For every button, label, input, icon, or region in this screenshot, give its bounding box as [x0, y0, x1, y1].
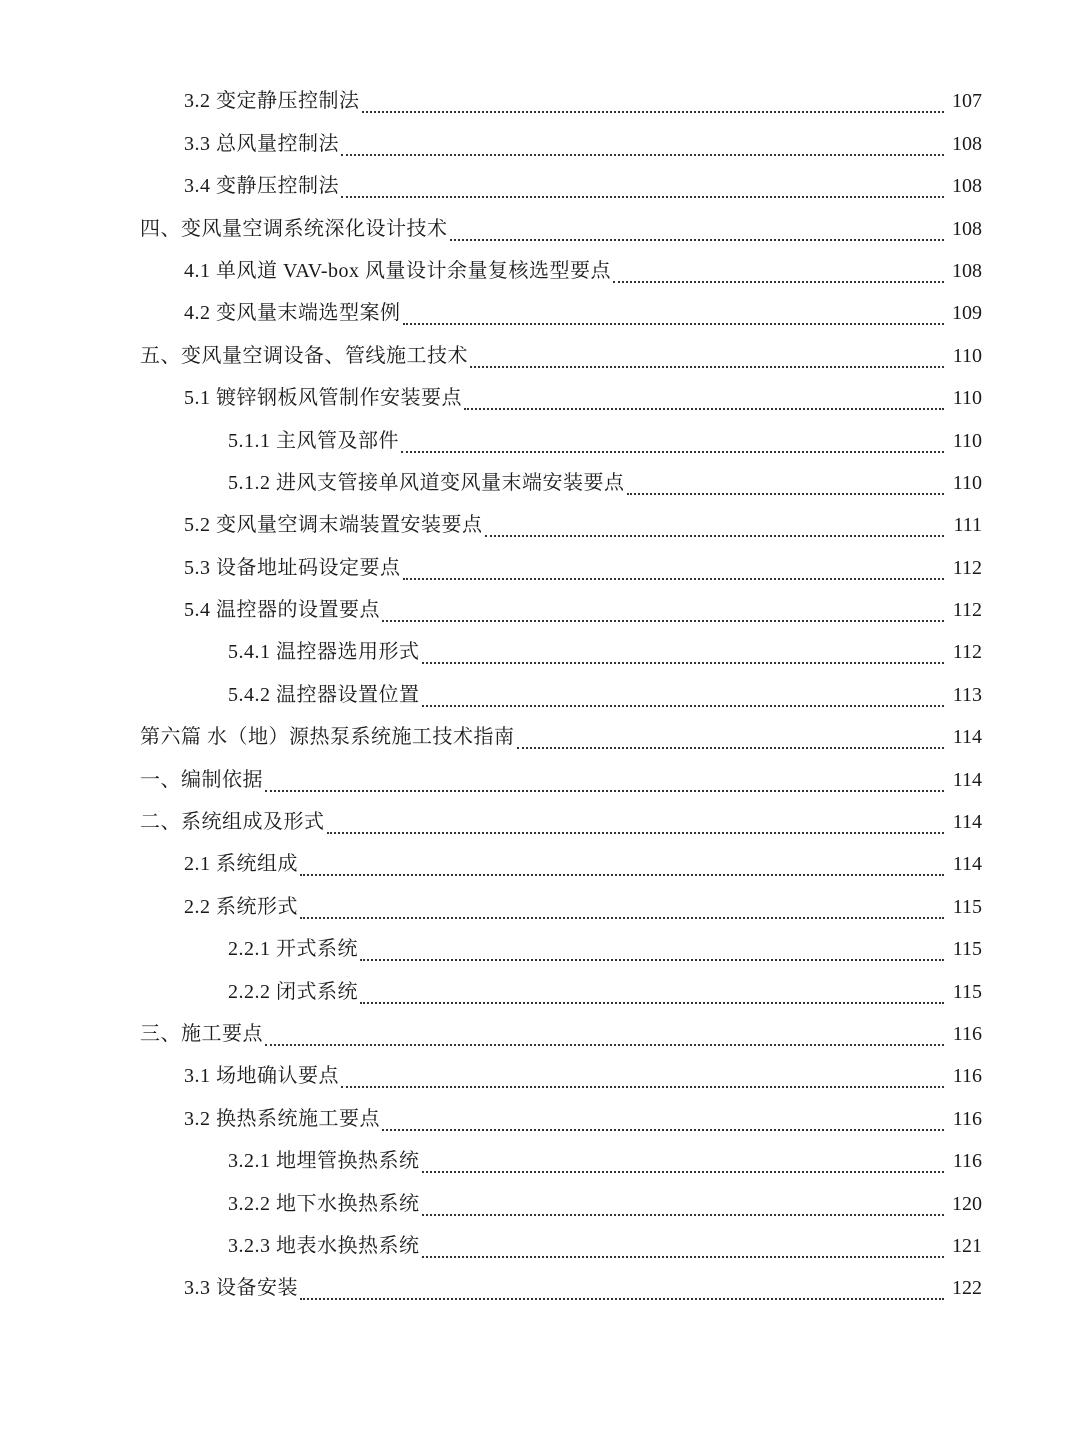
toc-entry[interactable]	[140, 334, 982, 376]
toc-entry-title: 第六篇 水（地）源热泵系统施工技术指南	[140, 726, 515, 749]
dot-leader	[382, 619, 944, 622]
toc-entry-page-number: 108	[952, 217, 982, 240]
toc-entry-page-number: 114	[952, 726, 982, 749]
toc-entry[interactable]	[140, 716, 982, 758]
toc-entry-title: 5.1.2 进风支管接单风道变风量末端安装要点	[228, 471, 625, 494]
toc-entry-page-number: 112	[952, 641, 982, 664]
toc-entry-title: 3.1 场地确认要点	[184, 1065, 339, 1088]
toc-entry-title: 三、施工要点	[140, 1022, 263, 1045]
dot-leader	[464, 407, 944, 410]
toc-entry-page-number: 114	[952, 811, 982, 834]
toc-entry-title: 2.2 系统形式	[184, 895, 298, 918]
toc-entry[interactable]	[140, 758, 982, 800]
toc-entry-page-number: 110	[952, 471, 982, 494]
toc-entry[interactable]	[140, 1225, 982, 1267]
toc-entry[interactable]	[140, 165, 982, 207]
toc-entry[interactable]	[140, 1097, 982, 1139]
toc-entry-title: 5.3 设备地址码设定要点	[184, 556, 401, 579]
toc-entry-page-number: 111	[953, 514, 982, 537]
toc-entry-title: 5.4.1 温控器选用形式	[228, 641, 420, 664]
toc-entry-title: 四、变风量空调系统深化设计技术	[140, 217, 448, 240]
toc-entry-title: 5.4 温控器的设置要点	[184, 599, 380, 622]
toc-entry-page-number: 109	[952, 302, 982, 325]
toc-entry-page-number: 120	[952, 1192, 982, 1215]
toc-entry-page-number: 114	[952, 768, 982, 791]
toc-entry-title: 4.1 单风道 VAV-box 风量设计余量复核选型要点	[184, 259, 611, 282]
dot-leader	[422, 704, 945, 707]
toc-entry-title: 五、变风量空调设备、管线施工技术	[140, 344, 468, 367]
dot-leader	[360, 1001, 944, 1004]
toc-entry[interactable]	[140, 419, 982, 461]
toc-entry[interactable]	[140, 122, 982, 164]
toc-entry-title: 5.4.2 温控器设置位置	[228, 683, 420, 706]
toc-entry[interactable]	[140, 928, 982, 970]
toc-entry-title: 4.2 变风量末端选型案例	[184, 302, 401, 325]
toc-entry-title: 3.4 变静压控制法	[184, 175, 339, 198]
toc-entry-title: 二、系统组成及形式	[140, 811, 325, 834]
toc-entry-page-number: 115	[952, 895, 982, 918]
toc-entry-page-number: 107	[952, 90, 982, 113]
dot-leader	[300, 873, 944, 876]
toc-entry-title: 3.3 总风量控制法	[184, 132, 339, 155]
toc-entry[interactable]	[140, 504, 982, 546]
dot-leader	[341, 1085, 944, 1088]
toc-entry[interactable]	[140, 1013, 982, 1055]
dot-leader	[517, 746, 945, 749]
toc-entry-page-number: 115	[952, 938, 982, 961]
toc-entry-page-number: 114	[952, 853, 982, 876]
toc-entry[interactable]	[140, 1267, 982, 1309]
table-of-contents	[140, 80, 982, 1309]
toc-entry[interactable]	[140, 1182, 982, 1224]
dot-leader	[362, 110, 945, 113]
dot-leader	[300, 1297, 944, 1300]
dot-leader	[422, 661, 945, 664]
dot-leader	[422, 1213, 945, 1216]
toc-entry[interactable]	[140, 292, 982, 334]
toc-entry[interactable]	[140, 801, 982, 843]
toc-entry-title: 2.1 系统组成	[184, 853, 298, 876]
dot-leader	[485, 534, 945, 537]
toc-entry-page-number: 108	[952, 132, 982, 155]
toc-entry-page-number: 116	[952, 1022, 982, 1045]
dot-leader	[341, 195, 944, 198]
toc-entry-title: 5.1 镀锌钢板风管制作安装要点	[184, 387, 462, 410]
toc-entry-page-number: 122	[952, 1277, 982, 1300]
toc-entry-page-number: 116	[952, 1107, 982, 1130]
toc-entry-title: 5.1.1 主风管及部件	[228, 429, 399, 452]
toc-entry[interactable]	[140, 843, 982, 885]
dot-leader	[403, 577, 945, 580]
toc-entry[interactable]	[140, 970, 982, 1012]
dot-leader	[327, 831, 945, 834]
dot-leader	[422, 1170, 945, 1173]
dot-leader	[450, 238, 945, 241]
dot-leader	[627, 492, 945, 495]
toc-entry-page-number: 116	[952, 1150, 982, 1173]
toc-entry-title: 2.2.2 闭式系统	[228, 980, 358, 1003]
dot-leader	[422, 1255, 945, 1258]
toc-entry-title: 2.2.1 开式系统	[228, 938, 358, 961]
toc-entry-title: 3.2.3 地表水换热系统	[228, 1234, 420, 1257]
toc-entry-page-number: 110	[952, 387, 982, 410]
toc-entry-title: 3.3 设备安装	[184, 1277, 298, 1300]
toc-entry-page-number: 110	[952, 344, 982, 367]
toc-entry[interactable]	[140, 631, 982, 673]
toc-entry-page-number: 108	[952, 175, 982, 198]
dot-leader	[613, 280, 944, 283]
toc-entry[interactable]	[140, 546, 982, 588]
dot-leader	[401, 450, 944, 453]
dot-leader	[300, 916, 944, 919]
toc-entry-title: 5.2 变风量空调末端装置安装要点	[184, 514, 483, 537]
toc-entry-page-number: 108	[952, 259, 982, 282]
toc-entry[interactable]	[140, 589, 982, 631]
dot-leader	[470, 365, 944, 368]
toc-entry-title: 3.2.1 地埋管换热系统	[228, 1150, 420, 1173]
toc-entry-title: 3.2 换热系统施工要点	[184, 1107, 380, 1130]
dot-leader	[265, 789, 944, 792]
toc-entry-title: 3.2.2 地下水换热系统	[228, 1192, 420, 1215]
toc-entry-title: 一、编制依据	[140, 768, 263, 791]
toc-entry[interactable]	[140, 885, 982, 927]
toc-entry[interactable]	[140, 673, 982, 715]
toc-entry[interactable]	[140, 462, 982, 504]
toc-entry[interactable]	[140, 80, 982, 122]
toc-entry[interactable]	[140, 207, 982, 249]
toc-entry-page-number: 110	[952, 429, 982, 452]
toc-entry-title: 3.2 变定静压控制法	[184, 90, 360, 113]
dot-leader	[382, 1128, 944, 1131]
toc-entry-page-number: 121	[952, 1234, 982, 1257]
toc-entry-page-number: 113	[952, 683, 982, 706]
toc-entry-page-number: 116	[952, 1065, 982, 1088]
toc-entry-page-number: 115	[952, 980, 982, 1003]
toc-entry[interactable]	[140, 1055, 982, 1097]
toc-entry-page-number: 112	[952, 556, 982, 579]
dot-leader	[265, 1043, 944, 1046]
dot-leader	[341, 153, 944, 156]
toc-entry[interactable]	[140, 250, 982, 292]
toc-entry[interactable]	[140, 1140, 982, 1182]
toc-entry-page-number: 112	[952, 599, 982, 622]
dot-leader	[403, 322, 945, 325]
dot-leader	[360, 958, 944, 961]
toc-entry[interactable]	[140, 377, 982, 419]
